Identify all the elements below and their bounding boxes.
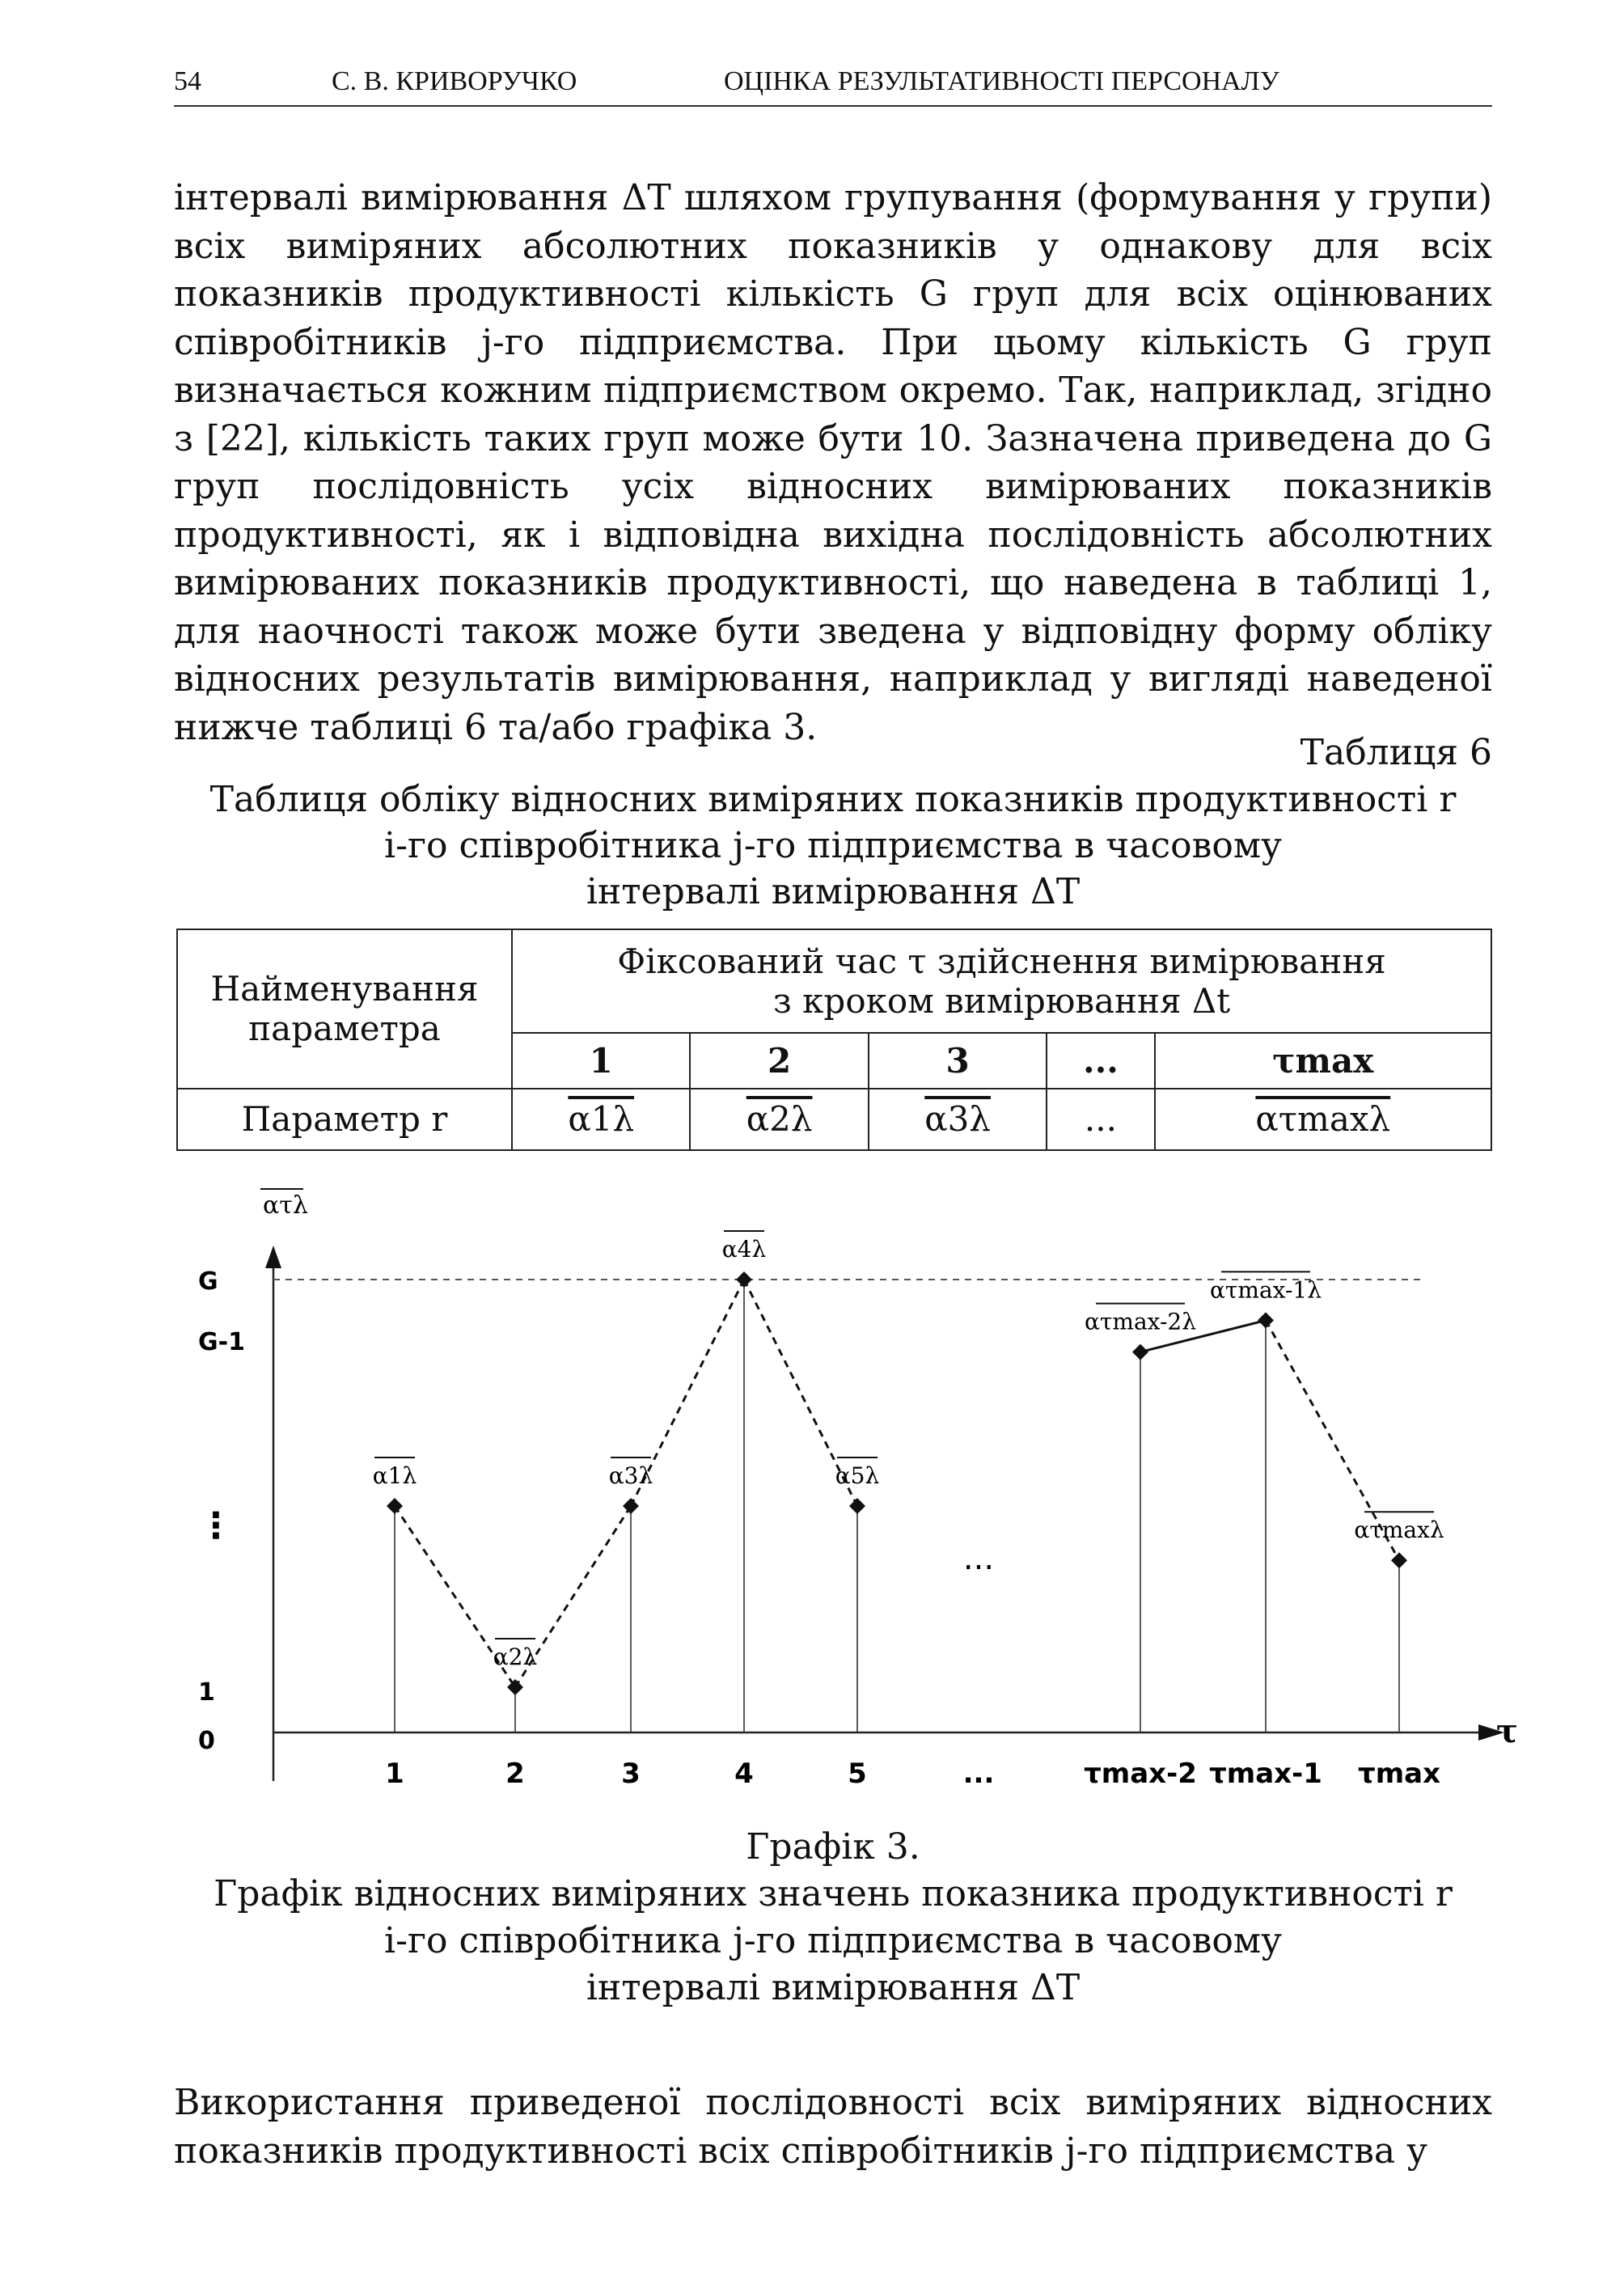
data-point [1258, 1312, 1274, 1328]
col-header-time [512, 929, 1491, 1033]
data-label: α3λ [608, 1462, 653, 1489]
table-cell: α3λ [869, 1089, 1047, 1150]
x-axis-label: τ [1496, 1712, 1518, 1750]
time-header-line: з кроком вимірювання Δt [772, 981, 1231, 1022]
col-header-parameter: Найменування параметра [177, 929, 512, 1089]
book-title: ОЦІНКА РЕЗУЛЬТАТИВНОСТІ ПЕРСОНАЛУ [724, 66, 1279, 96]
y-axis-label: ατλ [263, 1191, 308, 1220]
data-label: α5λ [835, 1462, 880, 1489]
y-tick-label: G [198, 1267, 218, 1296]
figure-caption-line: Графік відносних виміряних значень показника продуктивності r [214, 1873, 1453, 1914]
gap-ellipsis: ... [962, 1540, 995, 1577]
x-tick-label: τmax-1 [1209, 1758, 1322, 1790]
figure-caption [174, 1824, 1492, 2012]
x-tick-label: τmax [1358, 1758, 1440, 1790]
table-label: Таблиця 6 [1300, 732, 1492, 773]
data-point [1132, 1344, 1148, 1360]
figure-caption-line: інтервалі вимірювання ΔT [586, 1967, 1081, 2008]
table-caption-line: i-го співробітника j-го підприємства в часовому [384, 825, 1282, 866]
paragraph-2: Використання приведеної послідовності всіх виміряних відносних показників продуктивності всіх співробітників j-го підприємства у [174, 2082, 1492, 2172]
time-header-cell: 3 [869, 1033, 1047, 1088]
data-label: ατmax-2λ [1085, 1308, 1196, 1335]
data-point [507, 1679, 523, 1695]
table-caption [174, 776, 1492, 915]
y-tick-label: 1 [198, 1678, 215, 1707]
table-cell: α2λ [690, 1089, 868, 1150]
x-tick-label: 3 [621, 1758, 641, 1790]
table-cell: α1λ [512, 1089, 690, 1150]
x-tick-label: 5 [848, 1758, 867, 1790]
x-tick-label: 2 [505, 1758, 525, 1790]
data-label: α2λ [493, 1644, 538, 1670]
author-name: С. В. КРИВОРУЧКО [332, 66, 577, 96]
chart-figure [162, 1181, 1520, 1796]
row-label: Параметр r [177, 1089, 512, 1150]
page-number: 54 [174, 66, 201, 96]
page-header [174, 65, 1492, 107]
time-header-cell: 1 [512, 1033, 690, 1088]
data-table [176, 929, 1492, 1151]
y-axis-arrow [265, 1246, 281, 1268]
time-header-line: Фіксований час τ здійснення вимірювання [617, 941, 1386, 982]
data-label: ατmaxλ [1354, 1517, 1444, 1544]
data-point [623, 1498, 639, 1514]
data-label: ατmax-1λ [1210, 1276, 1322, 1304]
data-point [1391, 1552, 1407, 1568]
data-point [387, 1498, 403, 1514]
y-tick-label: G-1 [198, 1327, 245, 1356]
x-tick-label: ... [962, 1758, 995, 1790]
paragraph-1: інтервалі вимірювання ΔT шляхом групування (формування у групи) всіх виміряних абсолютних показників у однакову для всіх показників продуктивності кількість G груп для всіх оцінюваних співробітників j-го підприємства. При цьому кількість G груп визначається кожним підприємством окремо. Так, наприклад, згідно з [22], кількість таких груп може бути 10. Зазначена приведена до G груп послідовність усіх відносних вимірюваних показників продуктивності, як і відповідна вихідна послідовність абсолютних вимірюваних показників продуктивності, що наведена в таблиці 1, для наочності також може бути зведена у відповідну форму обліку відносних результатів вимірювання, наприклад у вигляді наведеної нижче таблиці 6 та/або графіка 3. [174, 177, 1492, 748]
time-header-cell: τmax [1155, 1033, 1491, 1088]
y-tick-label: ⋮ [198, 1505, 234, 1547]
time-header-cell: 2 [690, 1033, 868, 1088]
table-caption-line: Таблиця обліку відносних виміряних показників продуктивності r [209, 779, 1457, 820]
time-header-cell: ... [1047, 1033, 1154, 1088]
figure-caption-line: Графік 3. [746, 1826, 920, 1868]
data-label: α4λ [721, 1236, 767, 1263]
data-label: α1λ [372, 1462, 417, 1489]
table-caption-line: інтервалі вимірювання ΔT [586, 871, 1081, 912]
x-tick-label: τmax-2 [1084, 1758, 1197, 1790]
x-tick-label: 1 [385, 1758, 404, 1790]
table-cell: ... [1047, 1089, 1154, 1150]
x-tick-label: 4 [734, 1758, 754, 1790]
table-cell: ατmaxλ [1155, 1089, 1491, 1150]
data-point [849, 1498, 865, 1514]
figure-caption-line: i-го співробітника j-го підприємства в часовому [384, 1920, 1282, 1961]
y-tick-label: 0 [198, 1727, 215, 1755]
data-point [736, 1271, 752, 1288]
